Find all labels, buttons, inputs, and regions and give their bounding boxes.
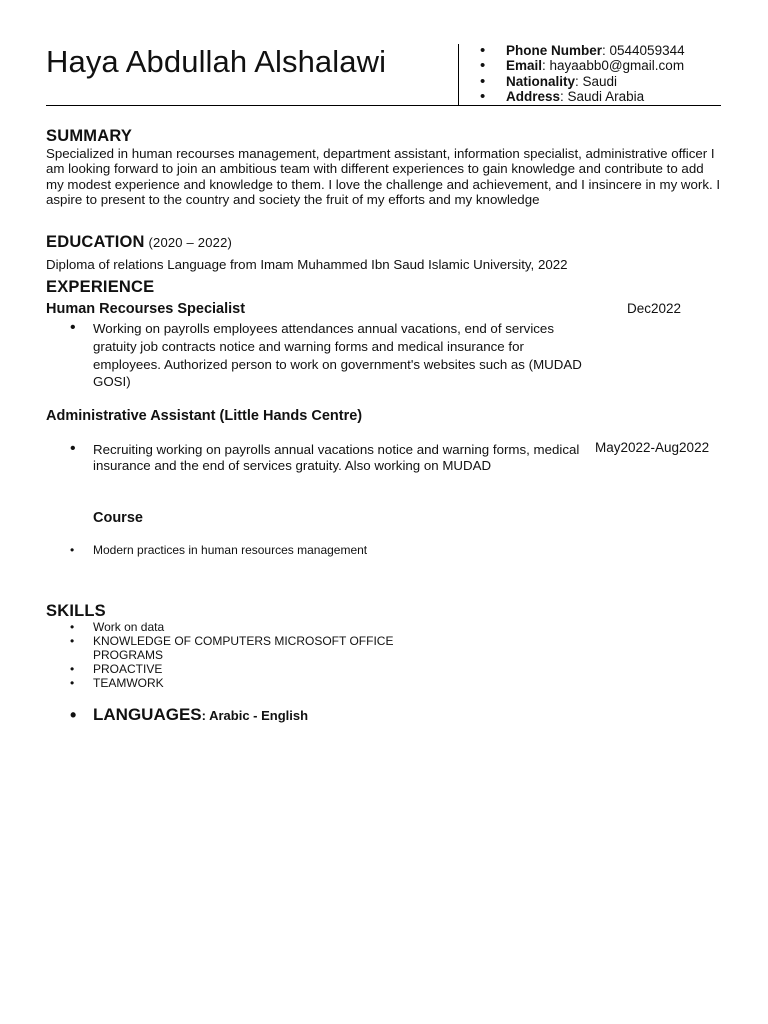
job-title: Administrative Assistant (Little Hands Centre) [46,408,363,424]
skills-heading: SKILLS [46,602,106,620]
contact-address [476,89,685,104]
summary-text: Specialized in human recourses management, department assistant, information specialist, administrative officer I am looking forward to join an ambitious team with different experiences to gain knowledge and contribute to add my modest experience and knowledge to them. I love the challenge and achievement, and I insincere in my work. I aspire to present to the country and society the fruit of my efforts and my knowledge [46,146,721,208]
job-date: Dec2022 [627,301,682,316]
languages-label: LANGUAGES [93,705,202,724]
course-item: • Modern practices in human resources management [70,543,470,557]
education-heading [46,233,232,252]
header-horizontal-divider [46,105,721,106]
contact-value: : Saudi [575,73,618,89]
education-title: EDUCATION [46,233,145,251]
skill-item: • KNOWLEDGE OF COMPUTERS MICROSOFT OFFICE PROGRAMS [70,634,400,662]
skills-list [70,620,400,690]
bullet-dot: • [70,705,77,725]
education-text: Diploma of relations Language from Imam Muhammed Ibn Saud Islamic University, 2022 [46,257,568,272]
job-title: Human Recourses Specialist [46,301,246,317]
contact-email [476,58,685,73]
contact-label: Address [506,88,561,104]
contact-label: Email [506,58,543,74]
job-bullet: • Recruiting working on payrolls annual vacations notice and warning forms, medical insurance and the end of services gratuity. Also working on MUDAD [70,442,590,473]
job-bullet: • Working on payrolls employees attendances annual vacations, end of services gratuity job contracts notice and warning forms and medical insurance for employees. Authorized person to work on government's websites such as (MUDAD GOSI) [70,320,590,391]
course-heading: Course [93,510,143,526]
skill-item: • PROACTIVE [70,662,400,676]
languages-text [93,705,308,725]
contact-value: : Saudi Arabia [560,88,645,104]
education-years: (2020 – 2022) [144,235,233,250]
contact-value: : 0544059344 [602,43,685,58]
languages-value: : Arabic - English [201,708,309,723]
candidate-name: Haya Abdullah Alshalawi [46,44,387,79]
contact-value: : hayaabb0@gmail.com [542,58,685,74]
skill-item: • Work on data [70,620,400,634]
header-vertical-divider [458,44,459,105]
contact-list [476,43,685,104]
skill-item: • TEAMWORK [70,676,400,690]
job-bullets [70,320,590,391]
contact-label: Nationality [506,73,576,89]
course-list [70,543,470,557]
job-date: May2022-Aug2022 [595,440,710,455]
contact-phone [476,43,685,58]
experience-heading: EXPERIENCE [46,278,155,296]
contact-label: Phone Number [506,43,603,58]
contact-nationality [476,74,685,89]
summary-heading: SUMMARY [46,127,133,145]
job-bullets [70,442,590,473]
